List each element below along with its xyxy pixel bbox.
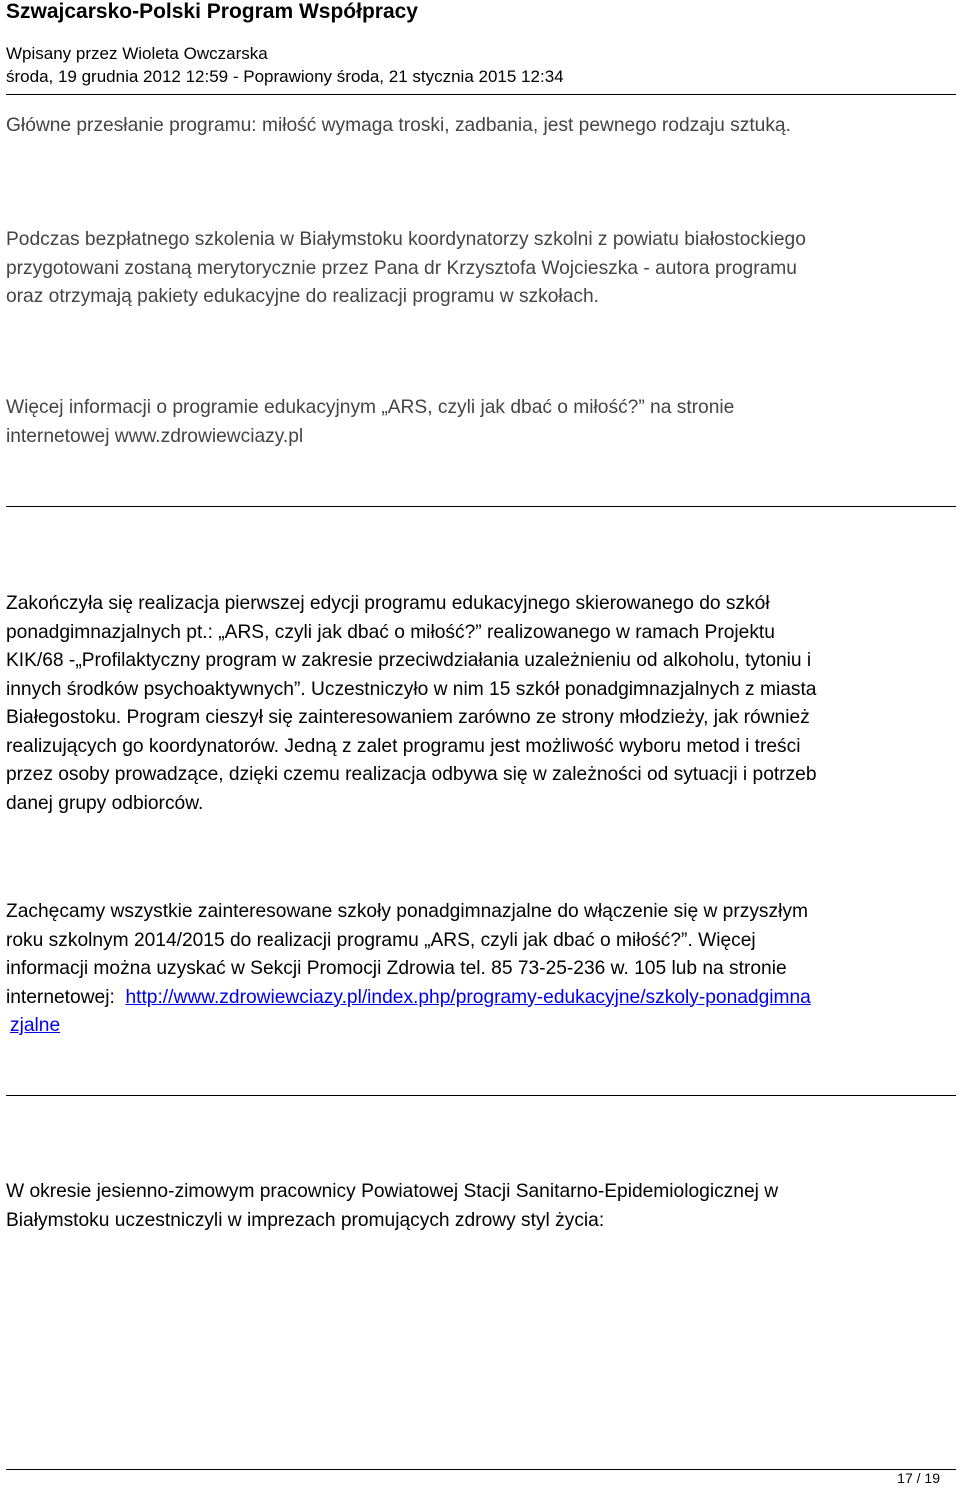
- paragraph-line: Zakończyła się realizacja pierwszej edycji programu edukacyjnego skierowanego do szkół: [6, 593, 770, 614]
- paragraph-line: Białegostoku. Program cieszył się zainteresowaniem zarówno ze strony młodzieży, jak również: [6, 707, 810, 728]
- paragraph-line: danej grupy odbiorców.: [6, 792, 204, 814]
- lead-text: Główne przesłanie programu: miłość wymaga troski, zadbania, jest pewnego rodzaju sztuką.: [6, 115, 791, 136]
- paragraph-line: realizujących go koordynatorów. Jedną z zalet programu jest możliwość wyboru metod i treści: [6, 735, 801, 757]
- paragraph-invitation: [6, 898, 958, 1041]
- paragraph-line: Podczas bezpłatnego szkolenia w Białymstoku koordynatorzy szkolni z powiatu białostockiego: [6, 229, 806, 250]
- section-divider: [6, 506, 956, 507]
- footer-divider: [6, 1469, 956, 1470]
- paragraph-line: internetowej www.zdrowiewciazy.pl: [6, 425, 304, 447]
- page-number: 17 / 19: [897, 1470, 940, 1486]
- site-title: Szwajcarsko-Polski Program Współpracy: [6, 0, 418, 23]
- paragraph-line: KIK/68 -„Profilaktyczny program w zakresie przeciwdziałania uzależnieniu od alkoholu, tytoniu i: [6, 650, 812, 671]
- program-url-link[interactable]: http://www.zdrowiewciazy.pl/index.php/programy-edukacyjne/szkoly-ponadgimna: [125, 986, 811, 1008]
- header-divider: [6, 94, 956, 95]
- section-divider: [6, 1095, 956, 1096]
- paragraph-line: W okresie jesienno-zimowym pracownicy Powiatowej Stacji Sanitarno-Epidemiologicznej w: [6, 1181, 779, 1202]
- paragraph-line: Więcej informacji o programie edukacyjnym „ARS, czyli jak dbać o miłość?” na stronie: [6, 397, 735, 418]
- paragraph-line: ponadgimnazjalnych pt.: „ARS, czyli jak dbać o miłość?” realizowanego w ramach Projektu: [6, 621, 775, 643]
- paragraph-line: innych środków psychoaktywnych”. Uczestniczyło w nim 15 szkół ponadgimnazjalnych z miasta: [6, 678, 817, 700]
- paragraph-line: przez osoby prowadzące, dzięki czemu realizacja odbywa się w zależności od sytuacji i potrzeb: [6, 764, 817, 785]
- paragraph-line: Zachęcamy wszystkie zainteresowane szkoły ponadgimnazjalne do włączenie się w przyszłym: [6, 901, 808, 922]
- date-line: środa, 19 grudnia 2012 12:59 - Poprawiony środa, 21 stycznia 2015 12:34: [6, 67, 564, 86]
- paragraph-line: informacji można uzyskać w Sekcji Promocji Zdrowia tel. 85 73-25-236 w. 105 lub na stronie: [6, 958, 787, 979]
- paragraph-autumn-events: [6, 1178, 958, 1235]
- link-line-continuation: [6, 1012, 958, 1041]
- program-url-link-continued[interactable]: zjalne: [10, 1015, 61, 1036]
- author-line: Wpisany przez Wioleta Owczarska: [6, 44, 268, 63]
- paragraph-line: oraz otrzymają pakiety edukacyjne do realizacji programu w szkołach.: [6, 286, 599, 307]
- link-line: [6, 984, 958, 1013]
- paragraph-first-edition: [6, 590, 958, 818]
- link-prefix: internetowej:: [6, 986, 126, 1008]
- paragraph-line: przygotowani zostaną merytorycznie przez Pana dr Krzysztofa Wojcieszka - autora programu: [6, 257, 797, 279]
- paragraph-training: [6, 226, 958, 312]
- paragraph-line: roku szkolnym 2014/2015 do realizacji programu „ARS, czyli jak dbać o miłość?”. Więcej: [6, 929, 756, 951]
- paragraph-line: Białymstoku uczestniczyli w imprezach promujących zdrowy styl życia:: [6, 1209, 605, 1231]
- lead-paragraph: [6, 112, 958, 141]
- paragraph-more-info: [6, 394, 958, 451]
